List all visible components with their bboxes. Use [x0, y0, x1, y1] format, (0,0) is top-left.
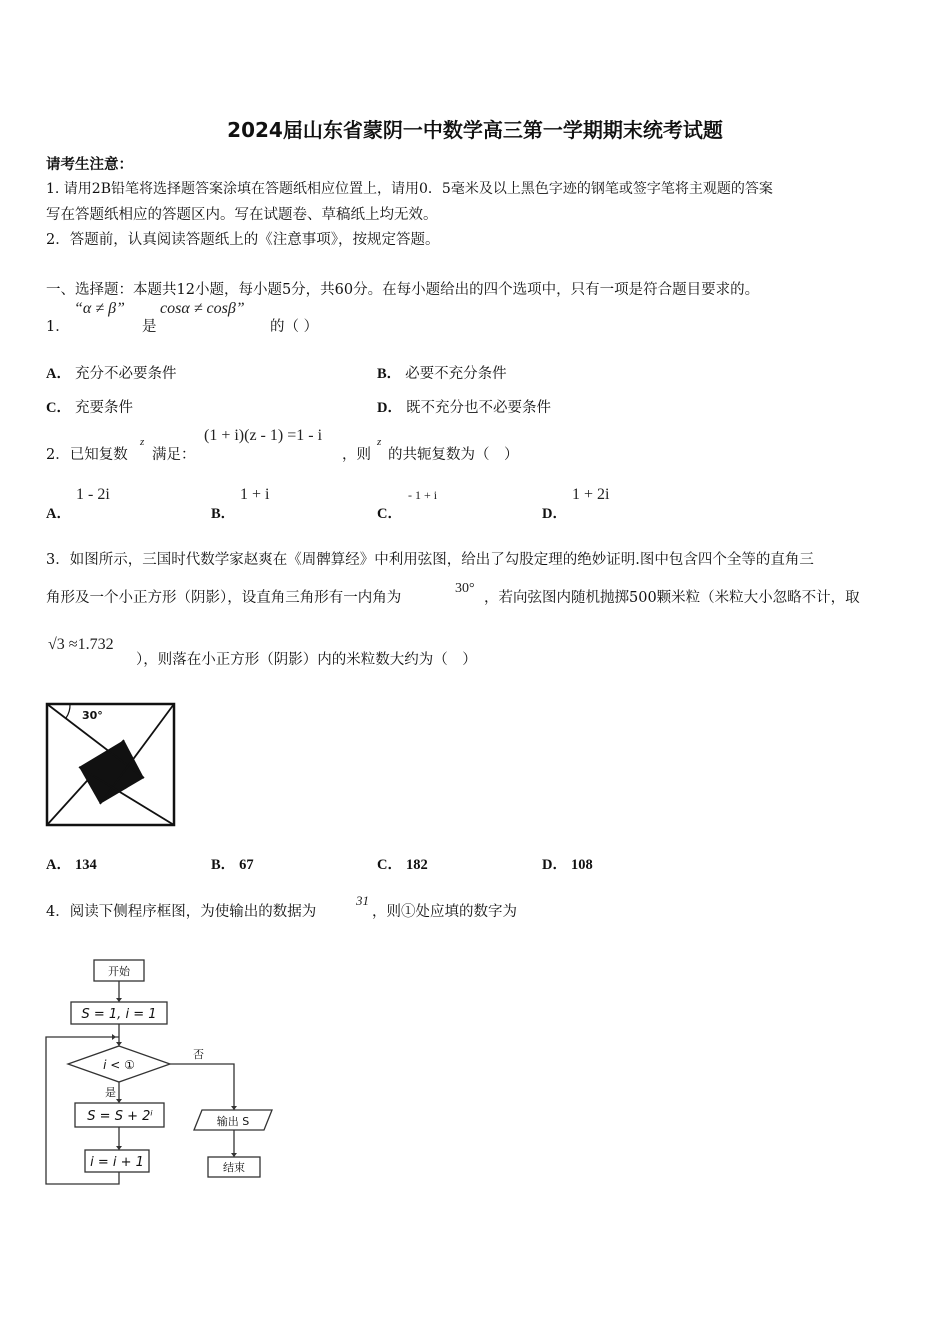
flow-init-label: S = 1, i = 1: [81, 1007, 157, 1022]
q1-connector: 是: [142, 319, 157, 335]
notice-line-1b: 写在答题纸相应的答题区内。写在试题卷、草稿纸上均无效。: [46, 207, 438, 223]
q2-connector: 满足：: [152, 447, 196, 463]
q3-option-c: C． 182: [377, 857, 428, 873]
flow-start-label: 开始: [108, 965, 130, 978]
q4-tail: ，则①处应填的数字为: [372, 904, 517, 920]
q3-line-1: 3．如图所示，三国时代数学家赵爽在《周髀算经》中利用弦图，给出了勾股定理的绝妙证明.图中包含四个全等的直角三: [46, 552, 814, 568]
q1-tail: 的（ ）: [270, 319, 319, 335]
q3-angle: 30°: [455, 581, 475, 596]
notice-line-2: 2．答题前，认真阅读答题纸上的《注意事项》，按规定答题。: [46, 232, 440, 248]
flow-update-s-label: S = S + 2ⁱ: [87, 1109, 153, 1124]
q3-option-a: A． 134: [46, 857, 97, 873]
q2-tail: 的共轭复数为（ ）: [388, 447, 519, 463]
q1-option-c: C． 充要条件: [46, 400, 133, 416]
q2-option-d-letter: D．: [542, 506, 567, 522]
q2-variable-z: z: [140, 436, 145, 448]
flow-output-label: 输出 S: [216, 1115, 250, 1128]
q4-output-value: 31: [356, 893, 369, 908]
q2-option-a-letter: A．: [46, 506, 71, 522]
q2-option-b: 1 + i: [240, 486, 270, 503]
q1-number: 1．: [46, 319, 70, 335]
q2-equation: (1 + i)(z - 1) =1 - i: [204, 427, 323, 444]
q1-option-b: B． 必要不充分条件: [377, 366, 507, 382]
q3-option-b: B． 67: [211, 857, 254, 873]
q3-line-3: ），则落在小正方形（阴影）内的米粒数大约为（ ）: [136, 652, 477, 668]
q3-line-2a: 角形及一个小正方形（阴影），设直角三角形有一内角为: [46, 590, 402, 606]
section-heading: 一、选择题：本题共12小题，每小题5分，共60分。在每小题给出的四个选项中，只有一项是符合题目要求的。: [46, 282, 760, 298]
flow-no-label: 否: [193, 1048, 204, 1061]
q3-option-d: D． 108: [542, 857, 593, 873]
q1-option-d: D． 既不充分也不必要条件: [377, 400, 551, 416]
flow-yes-label: 是: [105, 1086, 116, 1099]
notice-heading: 请考生注意：: [46, 156, 133, 173]
q2-then: ，则: [342, 447, 371, 463]
q3-line-2b: ，若向弦图内随机抛掷500颗米粒（米粒大小忽略不计，取: [484, 590, 860, 606]
q2-variable-z-2: z: [377, 436, 382, 448]
q4-head: 4．阅读下侧程序框图，为使输出的数据为: [46, 904, 317, 920]
q2-head: 2．已知复数: [46, 447, 128, 463]
flow-end-label: 结束: [223, 1161, 245, 1174]
q2-option-c-letter: C．: [377, 506, 402, 522]
page-title: 2024届山东省蒙阴一中数学高三第一学期期末统考试题: [227, 118, 723, 142]
flowchart: [40, 950, 290, 1195]
q2-option-d: 1 + 2i: [572, 486, 610, 503]
flow-condition-label: i < ①: [103, 1058, 135, 1072]
angle-label: 30°: [82, 709, 103, 722]
q2-option-b-letter: B．: [211, 506, 236, 522]
q1-option-a: A． 充分不必要条件: [46, 366, 177, 382]
flow-update-i-label: i = i + 1: [90, 1155, 144, 1170]
q3-sqrt-approx: √3 ≈1.732: [48, 636, 114, 653]
q1-math-1: “α ≠ β”: [74, 300, 125, 317]
q2-option-c: - 1 + i: [408, 488, 438, 502]
chord-diagram: [44, 700, 180, 830]
q1-math-2: cosα ≠ cosβ”: [160, 300, 245, 317]
q2-option-a: 1 - 2i: [76, 486, 110, 503]
notice-line-1a: 1. 请用2B铅笔将选择题答案涂填在答题纸相应位置上，请用0．5毫米及以上黑色字迹的钢笔或签字笔将主观题的答案: [46, 181, 773, 197]
